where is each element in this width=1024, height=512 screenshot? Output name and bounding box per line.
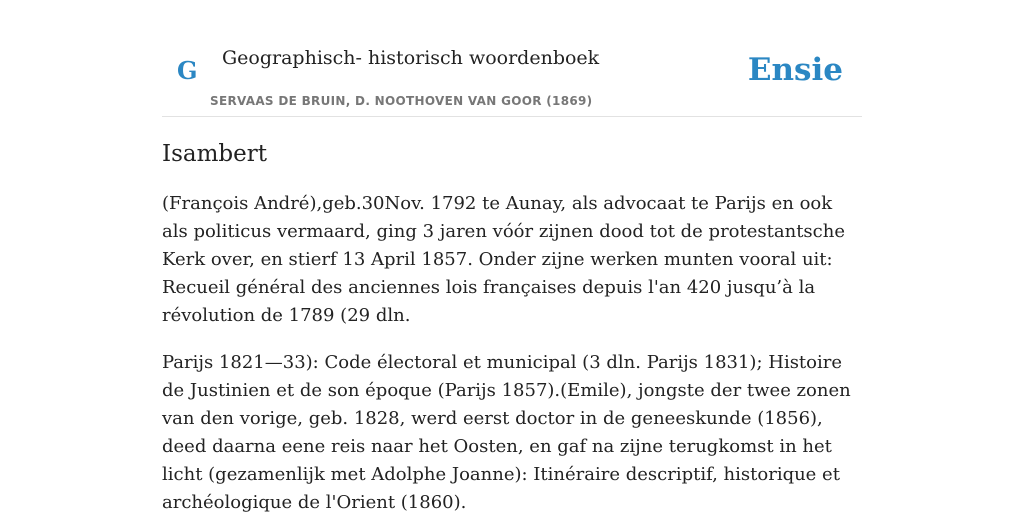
ensie-logo[interactable]: Ensie: [747, 52, 843, 88]
book-author: SERVAAS DE BRUIN, D. NOOTHOVEN VAN GOOR (1869): [210, 94, 593, 108]
entry-content: [162, 138, 862, 512]
book-title[interactable]: Geographisch- historisch woordenboek: [222, 47, 600, 69]
entry-title: Isambert: [162, 141, 267, 167]
entry-paragraph-2: Parijs 1821—33): Code électoral et municipal (3 dln. Parijs 1831); Histoire de Justinien et de son époque (Parijs 1857).(Emile), jongste der twee zonen van den vorige, geb. 1828, werd eerst doctor in de geneeskunde (1856), deed daarna eene reis naar het Oosten, en gaf na zijne terugkomst in het licht (gezamenlijk met Adolphe Joanne): Itinéraire descriptif, historique et archéologique de l'Orient (1860).: [162, 352, 851, 512]
book-initial-logo[interactable]: G: [177, 56, 198, 85]
book-header: [162, 0, 862, 117]
entry-paragraph-1: (François André),geb.30Nov. 1792 te Aunay, als advocaat te Parijs en ook als politicus vermaard, ging 3 jaren vóór zijnen dood tot de protestantsche Kerk over, en stierf 13 April 1857. Onder zijne werken munten vooral uit: Recueil général des anciennes lois françaises depuis l'an 420 jusqu’à la révolution de 1789 (29 dln.: [162, 193, 845, 326]
